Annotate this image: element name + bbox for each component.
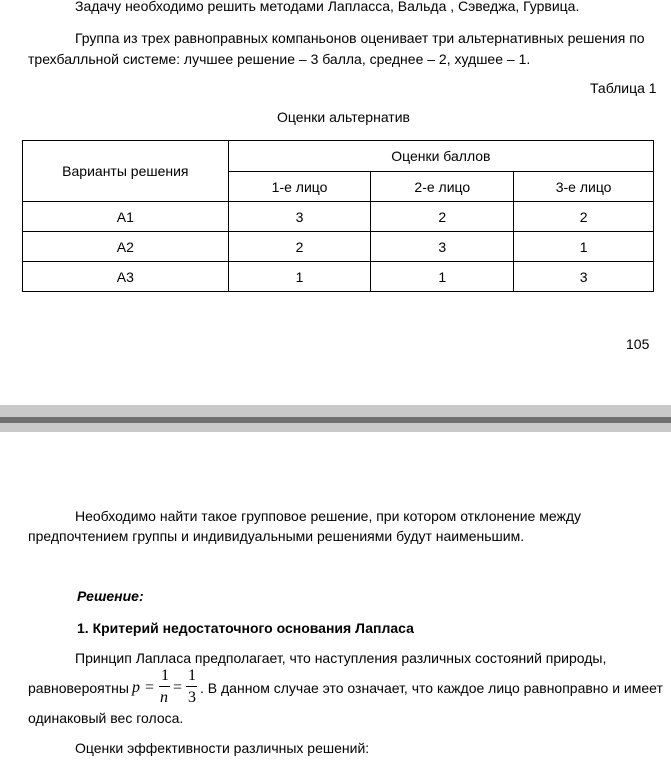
formula-numerator: 1 xyxy=(188,667,196,684)
cell-value: 3 xyxy=(228,202,371,232)
formula-equals: = xyxy=(173,679,183,696)
criterion-heading: 1. Критерий недостаточного основания Лапласа xyxy=(77,620,414,636)
fraction-bar xyxy=(186,686,197,687)
probability-formula xyxy=(132,664,202,708)
paragraph-line: Принцип Лапласа предполагает, что наступления различных состояний природы, xyxy=(75,650,607,666)
cell-value: 1 xyxy=(514,232,654,262)
cell-value: 2 xyxy=(371,202,514,232)
page-separator xyxy=(0,405,671,432)
header-person: 1-е лицо xyxy=(228,172,371,202)
cell-value: 2 xyxy=(514,202,654,232)
formula-p: p xyxy=(132,679,140,696)
table-row xyxy=(23,232,654,262)
formula-equals: = xyxy=(145,679,155,696)
formula-denominator: n xyxy=(160,689,168,706)
table-row xyxy=(23,262,654,292)
row-label: А2 xyxy=(23,232,229,262)
table-number: Таблица 1 xyxy=(590,80,657,96)
table-title: Оценки альтернатив xyxy=(277,109,410,125)
table-row xyxy=(23,202,654,232)
formula-denominator: 3 xyxy=(188,689,196,706)
paragraph-line: Оценки эффективности различных решений: xyxy=(75,740,370,756)
page-number: 105 xyxy=(626,336,650,352)
paragraph-line: одинаковый вес голоса. xyxy=(28,710,184,726)
header-variant: Варианты решения xyxy=(23,141,229,202)
paragraph-line: Необходимо найти такое групповое решение, при котором отклонение между xyxy=(75,508,582,524)
fraction-bar xyxy=(159,686,170,687)
cell-value: 3 xyxy=(371,232,514,262)
header-scores: Оценки баллов xyxy=(228,141,653,172)
header-person: 2-е лицо xyxy=(371,172,514,202)
cell-value: 3 xyxy=(514,262,654,292)
header-person: 3-е лицо xyxy=(514,172,654,202)
paragraph-line: предпочтением группы и индивидуальными решениями будут наименьшим. xyxy=(28,528,525,544)
cell-value: 1 xyxy=(371,262,514,292)
document-page-2 xyxy=(0,432,671,769)
paragraph-line: . В данном случае это означает, что каждое лицо равноправно и имеет xyxy=(200,680,663,696)
intro-line: Задачу необходимо решить методами Лапласса, Вальда , Сэведжа, Гурвица. xyxy=(75,0,580,14)
cell-value: 2 xyxy=(228,232,371,262)
formula-numerator: 1 xyxy=(161,667,169,684)
paragraph-line: равновероятны xyxy=(28,680,129,696)
row-label: А3 xyxy=(23,262,229,292)
solution-heading: Решение: xyxy=(77,588,144,604)
paragraph-line: Группа из трех равноправных компаньонов оценивает три альтернативных решения по xyxy=(75,30,645,46)
paragraph-line: трехбалльной системе: лучшее решение – 3 балла, среднее – 2, худшее – 1. xyxy=(28,51,531,67)
cell-value: 1 xyxy=(228,262,371,292)
ratings-table xyxy=(22,140,654,292)
row-label: А1 xyxy=(23,202,229,232)
